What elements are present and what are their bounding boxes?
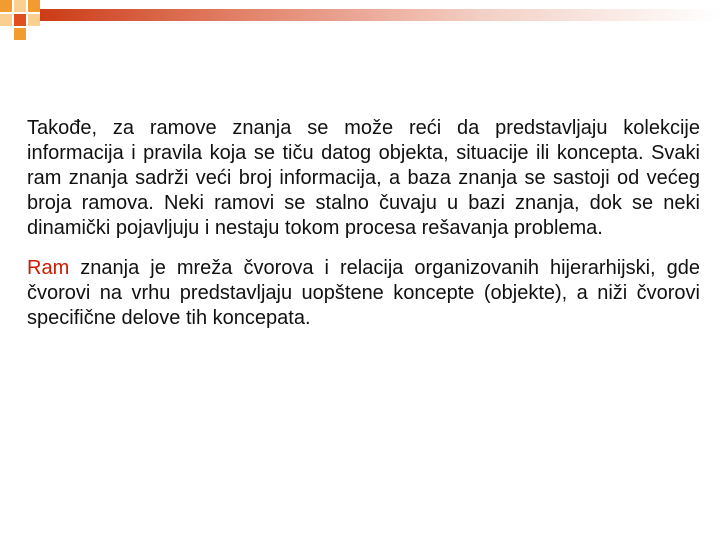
paragraph-2-text: znanja je mreža čvorova i relacija organizovanih hijerarhijski, gde čvorovi na vrhu predstavljaju uopštene koncepte (objekte), a niži čvorovi specifične delove tih koncepata. — [27, 257, 700, 329]
decorative-squares — [0, 0, 60, 44]
slide-body — [27, 116, 700, 331]
paragraph-1 — [27, 116, 700, 241]
paragraph-1-text: Takođe, za ramove znanja se može reći da predstavljaju kolekcije informacija i pravila koja se tiču datog objekta, situacije ili koncepta. Svaki ram znanja sadrži veći broj informacija, a baza znanja se sastoji od većeg broja ramova. Neki ramovi se stalno čuvaju u bazi znanja, dok se neki dinamički pojavljuju i nestaju tokom procesa rešavanja problema. — [27, 117, 700, 239]
paragraph-2 — [27, 256, 700, 331]
highlighted-term: Ram — [27, 257, 70, 279]
header-gradient-bar — [40, 9, 720, 21]
